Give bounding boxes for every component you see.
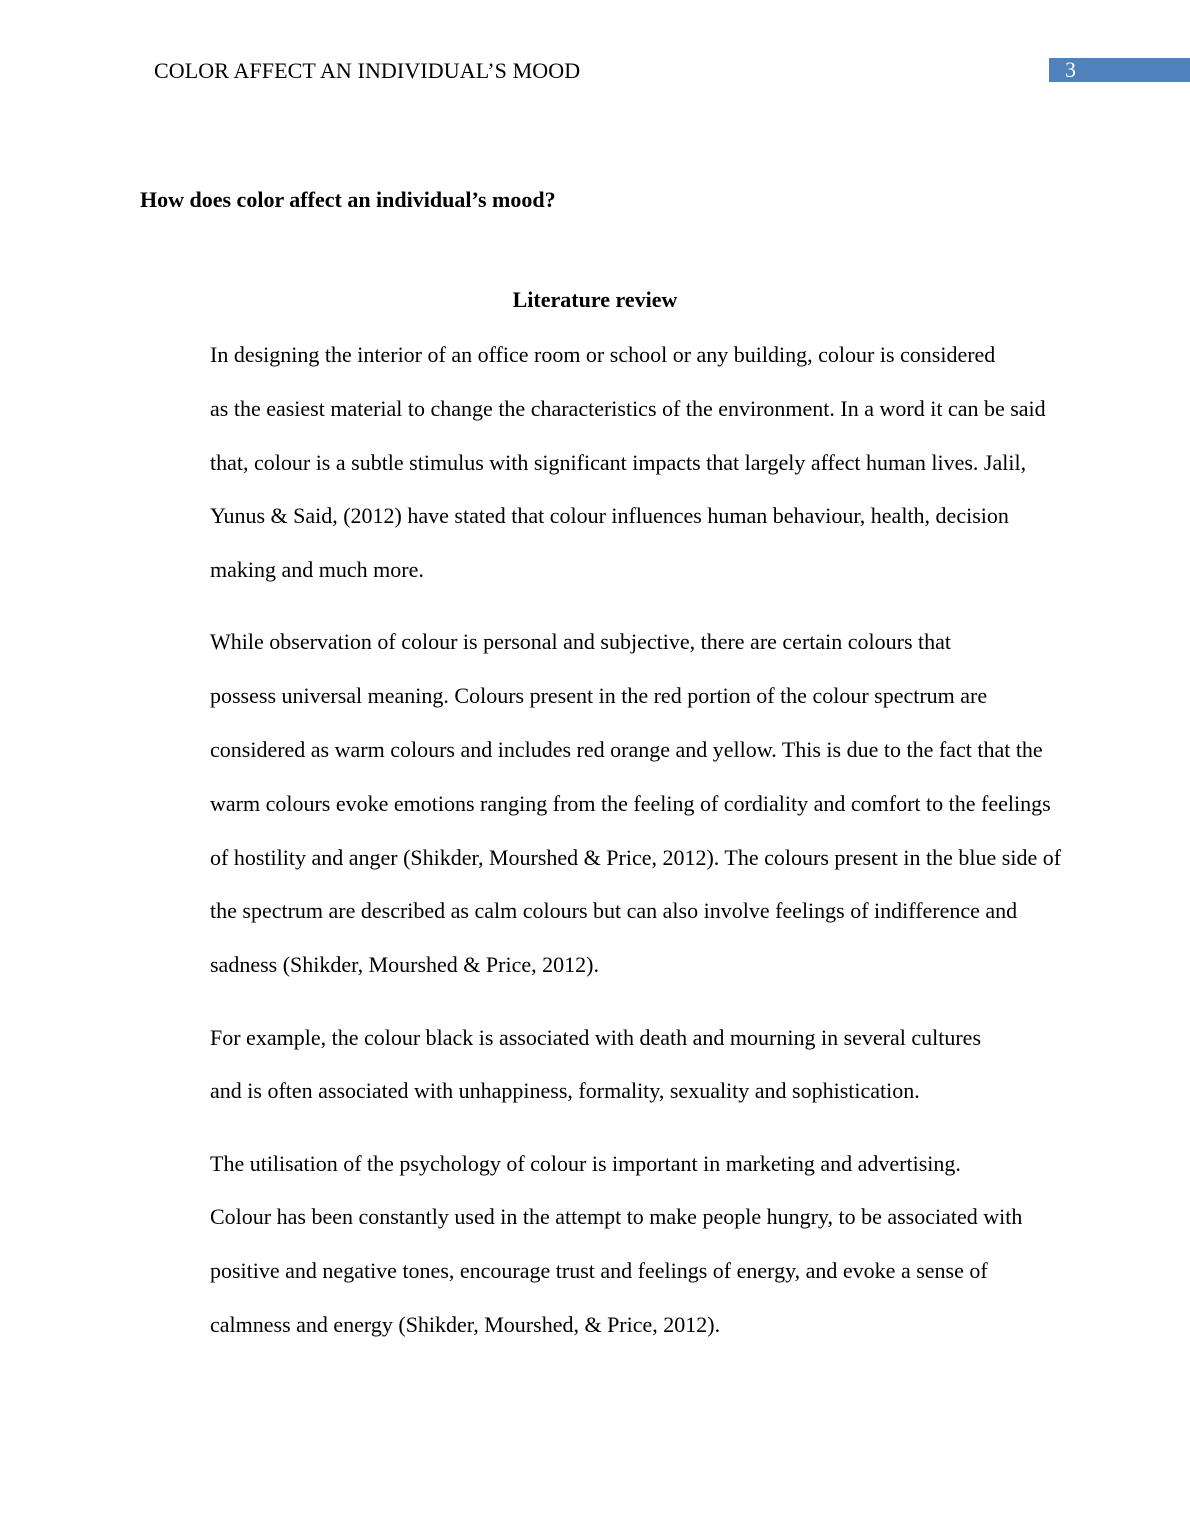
paragraph-line: that, colour is a subtle stimulus with significant impacts that largely affect human lives. Jalil, bbox=[210, 449, 1027, 475]
running-head: COLOR AFFECT AN INDIVIDUAL’S MOOD bbox=[154, 58, 581, 83]
paragraph-1 bbox=[140, 328, 1052, 597]
paragraph-line: as the easiest material to change the characteristics of the environment. In a word it can be said bbox=[210, 395, 1046, 421]
paragraph-line: considered as warm colours and includes red orange and yellow. This is due to the fact that the bbox=[210, 737, 1043, 763]
paragraph-line: and is often associated with unhappiness, formality, sexuality and sophistication. bbox=[210, 1078, 920, 1104]
page-number: 3 bbox=[1065, 57, 1076, 82]
paragraph-3 bbox=[140, 1011, 1052, 1119]
paragraph-line: Yunus & Said, (2012) have stated that colour influences human behaviour, health, decision bbox=[210, 503, 1009, 529]
page-number-badge bbox=[1049, 58, 1190, 82]
section-title: Literature review bbox=[512, 287, 678, 312]
paragraph-line: For example, the colour black is associated with death and mourning in several cultures bbox=[210, 1024, 981, 1050]
paragraph-line: of hostility and anger (Shikder, Mourshed & Price, 2012). The colours present in the blue side of bbox=[210, 844, 1062, 870]
paragraph-4 bbox=[140, 1137, 1052, 1352]
paragraph-line: possess universal meaning. Colours present in the red portion of the colour spectrum are bbox=[210, 683, 988, 709]
paragraph-line: the spectrum are described as calm colours but can also involve feelings of indifference and bbox=[210, 898, 1018, 924]
paragraph-line: In designing the interior of an office room or school or any building, colour is considered bbox=[210, 342, 996, 367]
paragraph-line: calmness and energy (Shikder, Mourshed, & Price, 2012). bbox=[210, 1312, 721, 1338]
paragraph-line: making and much more. bbox=[210, 557, 424, 583]
research-question-heading: How does color affect an individual’s mood? bbox=[140, 187, 556, 212]
body-text bbox=[140, 328, 1062, 1370]
paragraph-line: Colour has been constantly used in the attempt to make people hungry, to be associated with bbox=[210, 1204, 1023, 1230]
paragraph-line: The utilisation of the psychology of colour is important in marketing and advertising. bbox=[210, 1150, 961, 1176]
paragraph-line: sadness (Shikder, Mourshed & Price, 2012). bbox=[210, 952, 599, 978]
paragraph-line: positive and negative tones, encourage trust and feelings of energy, and evoke a sense of bbox=[210, 1258, 988, 1284]
paragraph-2 bbox=[140, 615, 1062, 992]
paragraph-line: warm colours evoke emotions ranging from the feeling of cordiality and comfort to the feelings bbox=[210, 790, 1051, 816]
paragraph-line: While observation of colour is personal and subjective, there are certain colours that bbox=[210, 629, 952, 655]
